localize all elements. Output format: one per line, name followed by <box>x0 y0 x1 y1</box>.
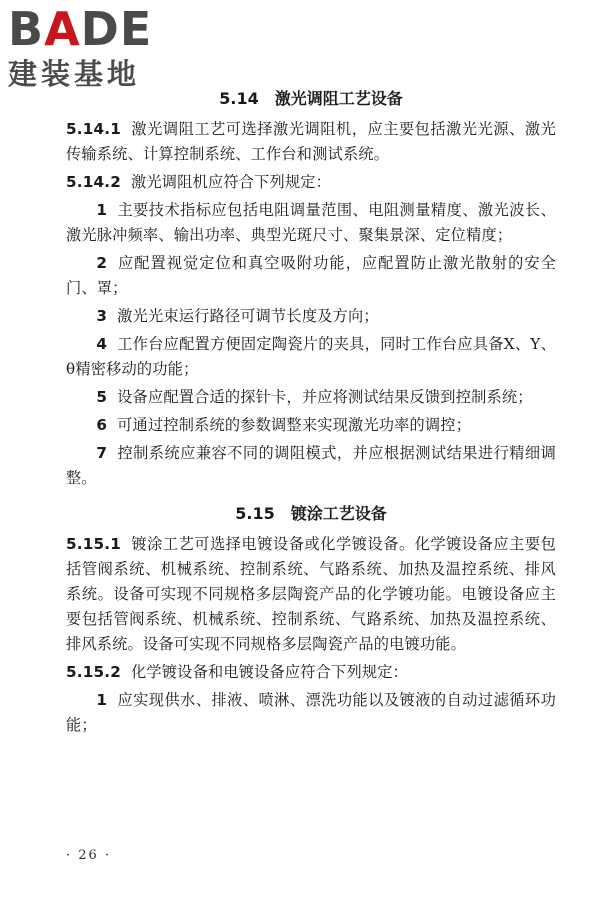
list-item: 1 应实现供水、排液、喷淋、漂洗功能以及镀液的自动过滤循环功能； <box>66 691 556 734</box>
list-item: 2 应配置视觉定位和真空吸附功能，应配置防止激光散射的安全门、罩； <box>66 254 556 297</box>
clause-number: 5.15.2 <box>66 663 122 681</box>
list-item: 1 主要技术指标应包括电阻调量范围、电阻测量精度、激光波长、激光脉冲频率、输出功率、典型光斑尺寸、聚集景深、定位精度； <box>66 201 556 244</box>
clause-5-14-2 <box>66 170 556 195</box>
section-heading-5-15: 5.15 镀涂工艺设备 <box>235 504 387 523</box>
clause-number: 5.14.2 <box>66 173 122 191</box>
logo-wordmark: BADE <box>8 2 153 56</box>
section-heading-5-14: 5.14 激光调阻工艺设备 <box>219 89 403 108</box>
clause-5-14-1 <box>66 117 556 167</box>
list-item: 3 激光光束运行路径可调节长度及方向； <box>96 307 379 325</box>
logo-subtitle: 建装基地 <box>8 57 141 91</box>
bade-logo <box>8 4 174 90</box>
page-number: · 26 · <box>66 848 112 863</box>
list-item: 5 设备应配置合适的探针卡，并应将测试结果反馈到控制系统； <box>96 388 533 406</box>
clause-5-15-2 <box>66 660 556 685</box>
clause-5-15-1 <box>66 532 556 657</box>
clause-number: 5.15.1 <box>66 535 122 553</box>
clause-text: 镀涂工艺可选择电镀设备或化学镀设备。化学镀设备应主要包括管阀系统、机械系统、控制系统、气路系统、加热及温控系统、排风系统。设备可实现不同规格多层陶瓷产品的化学镀功能。电镀设备应主要包括管阀系统、机械系统、控制系统、气路系统、加热及温控系统、排风系统。设备可实现不同规格多层陶瓷产品的电镀功能。 <box>66 535 556 653</box>
list-item: 6 可通过控制系统的参数调整来实现激光功率的调控； <box>96 416 472 434</box>
document-body <box>66 84 556 738</box>
list-item: 7 控制系统应兼容不同的调阻模式，并应根据测试结果进行精细调整。 <box>66 444 556 487</box>
clause-text: 激光调阻机应符合下列规定： <box>131 173 332 191</box>
clause-text: 激光调阻工艺可选择激光调阻机，应主要包括激光光源、激光传输系统、计算控制系统、工作台和测试系统。 <box>66 120 556 163</box>
clause-number: 5.14.1 <box>66 120 122 138</box>
clause-text: 化学镀设备和电镀设备应符合下列规定： <box>131 663 408 681</box>
list-item: 4 工作台应配置方便固定陶瓷片的夹具，同时工作台应具备X、Y、θ精密移动的功能； <box>66 335 556 378</box>
